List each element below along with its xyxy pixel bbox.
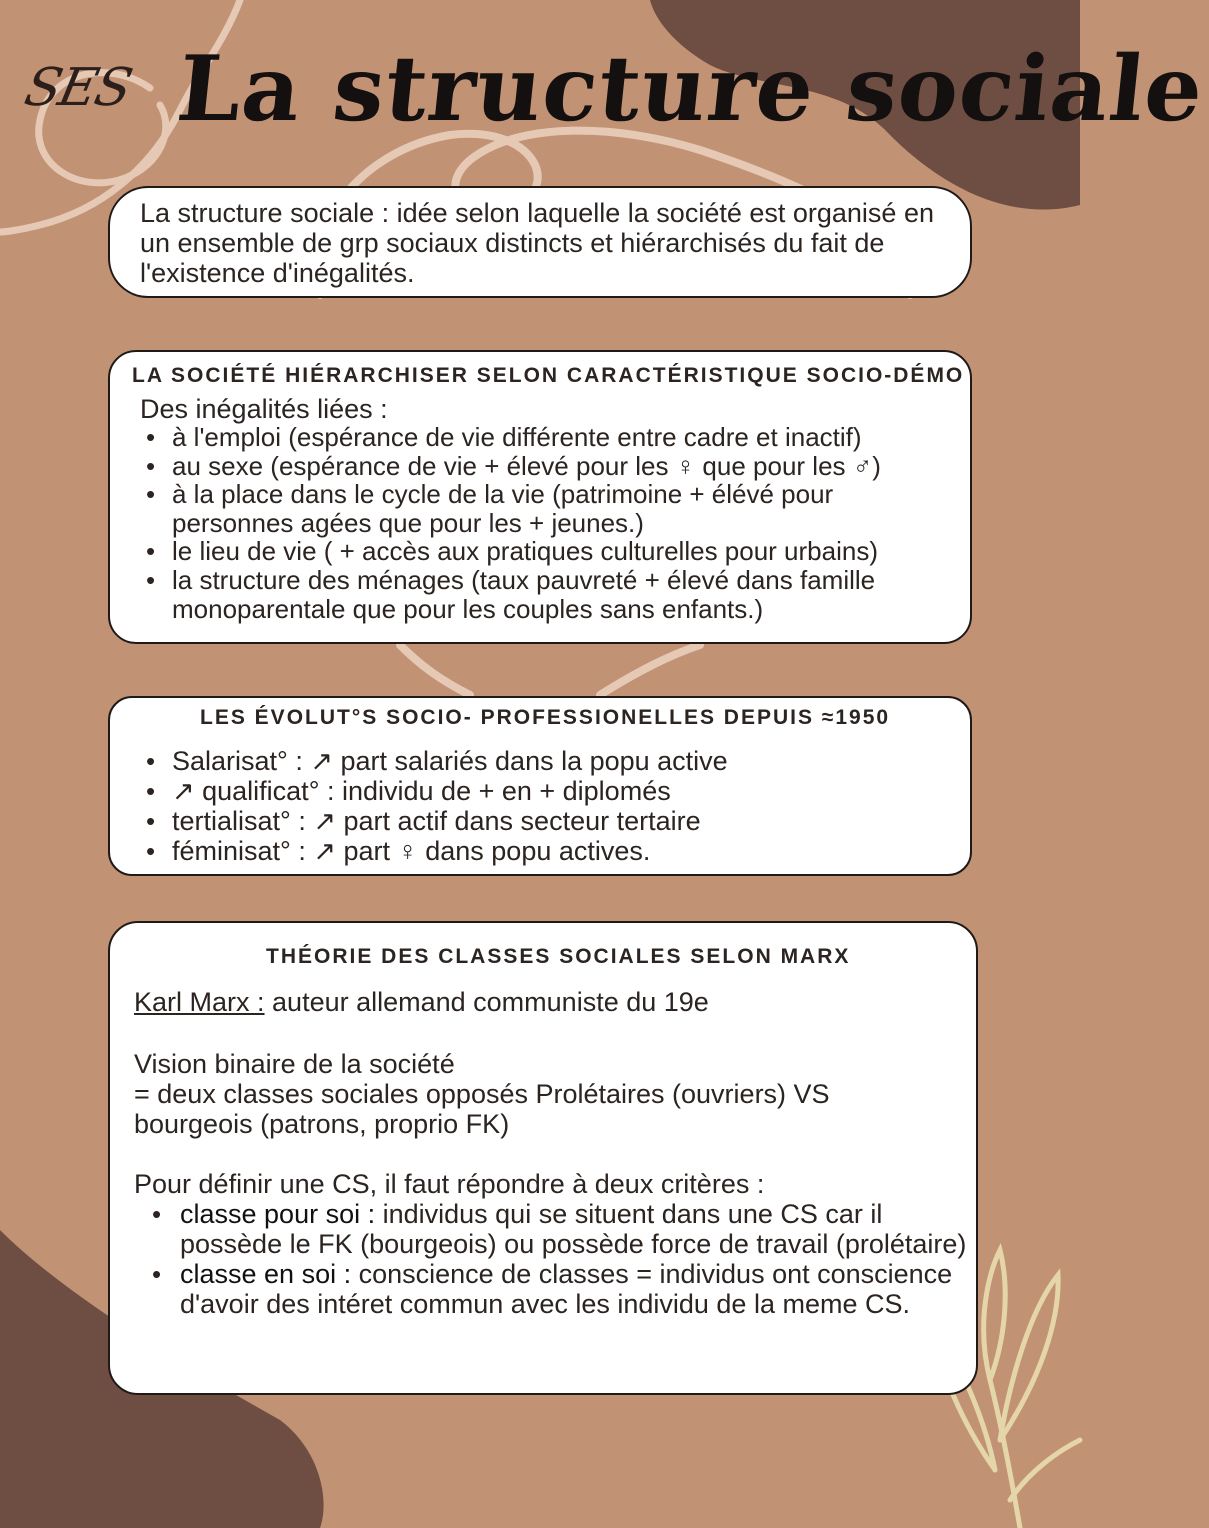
section-title: THÉORIE DES CLASSES SOCIALES SELON MARX xyxy=(266,945,851,968)
page-title: La structure sociale xyxy=(172,36,1209,142)
list-item: • la structure des ménages (taux pauvreté + élevé dans famille monoparentale que pour les couples sans enfants.) xyxy=(140,566,960,623)
definition-text: La structure sociale : idée selon laquelle la société est organisé en un ensemble de grp sociaux distincts et hiérarchisés du fait de l'existence d'inégalités. xyxy=(140,198,934,288)
list-item: • Salarisat° : ↗ part salariés dans la popu active xyxy=(140,746,960,776)
list-item: • le lieu de vie ( + accès aux pratiques culturelles pour urbains) xyxy=(140,537,960,566)
evolutions-list xyxy=(140,746,960,866)
author-description: auteur allemand communiste du 19e xyxy=(264,987,709,1017)
list-item: • à la place dans le cycle de la vie (patrimoine + élévé pour personnes agées que pour les + jeunes.) xyxy=(140,480,960,537)
vision-text: = deux classes sociales opposés Prolétaires (ouvriers) VS bourgeois (patrons, proprio FK) xyxy=(134,1079,830,1139)
section-intro: Des inégalités liées : xyxy=(140,394,388,424)
criteria-list xyxy=(148,1199,968,1319)
swirl-line-mid xyxy=(400,645,700,695)
list-item: • à l'emploi (espérance de vie différente entre cadre et inactif) xyxy=(140,423,960,452)
marx-card xyxy=(108,921,978,1395)
socio-demo-card xyxy=(108,350,972,644)
vision-heading: Vision binaire de la société xyxy=(134,1049,455,1079)
ses-logo: SES xyxy=(19,58,136,118)
list-item xyxy=(148,1199,968,1259)
author-line xyxy=(134,987,709,1017)
list-item xyxy=(148,1259,968,1319)
definition-card xyxy=(108,186,972,298)
vision-block xyxy=(134,1049,934,1139)
list-item: • féminisat° : ↗ part ♀ dans popu actives. xyxy=(140,836,960,866)
criterion-term: classe pour soi : xyxy=(180,1199,376,1229)
list-item: • au sexe (espérance de vie + élevé pour les ♀ que pour les ♂) xyxy=(140,452,960,481)
criterion-term: classe en soi : xyxy=(180,1259,352,1289)
criterion-description: conscience de classes = individus ont conscience d'avoir des intéret commun avec les individu de la meme CS. xyxy=(180,1259,953,1319)
list-item: • ↗ qualificat° : individu de + en + diplomés xyxy=(140,776,960,806)
criterion-description: individus qui se situent dans une CS car il possède le FK (bourgeois) ou possède force de travail (prolétaire) xyxy=(180,1199,967,1259)
list-item: • tertialisat° : ↗ part actif dans secteur tertaire xyxy=(140,806,960,836)
author-name: Karl Marx : xyxy=(134,987,265,1017)
section-title: LES ÉVOLUT°S SOCIO- PROFESSIONELLES DEPUIS ≈1950 xyxy=(200,706,891,729)
criteria-intro: Pour définir une CS, il faut répondre à deux critères : xyxy=(134,1169,765,1199)
section-title: LA SOCIÉTÉ HIÉRARCHISER SELON CARACTÉRISTIQUE SOCIO-DÉMO xyxy=(132,364,965,387)
evolutions-card xyxy=(108,696,972,876)
inequality-list xyxy=(140,423,960,623)
